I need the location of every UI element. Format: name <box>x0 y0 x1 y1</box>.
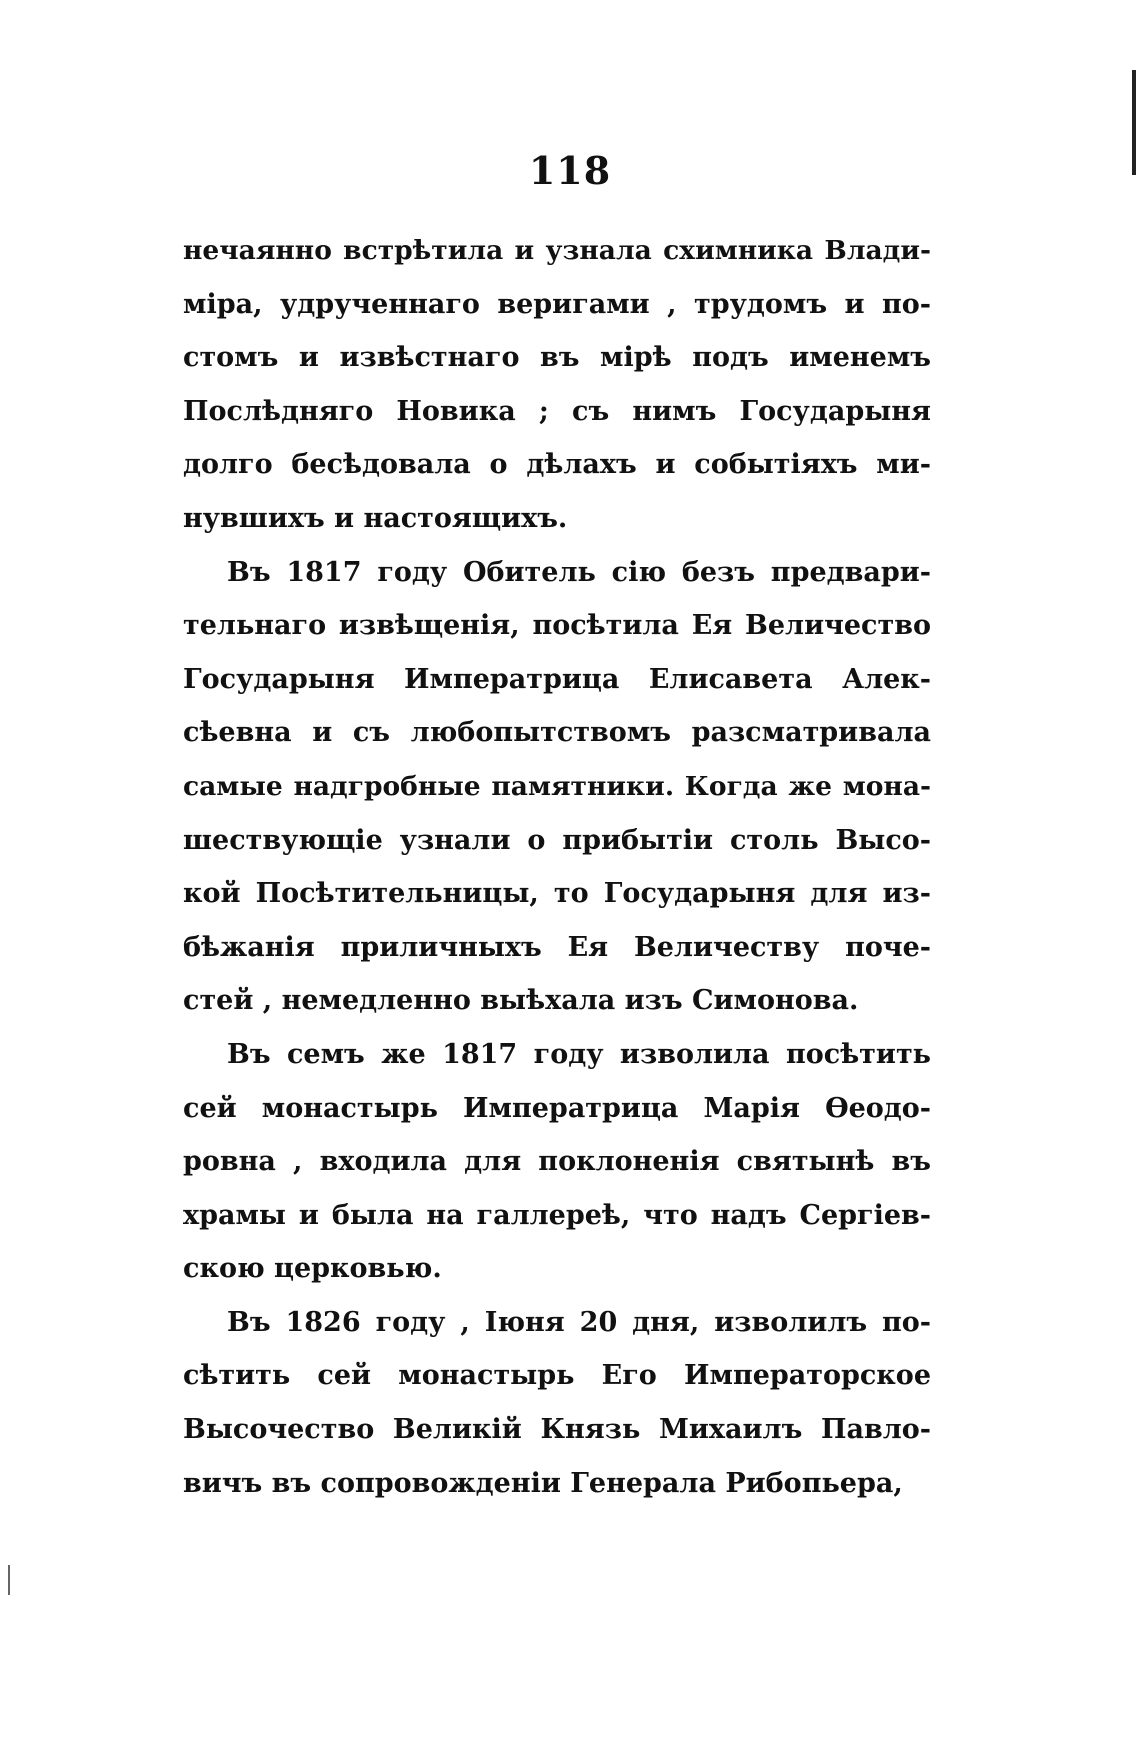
page-edge-mark-bottom <box>8 1565 10 1595</box>
text-line: скою церковью. <box>183 1253 442 1285</box>
text-line: сей монастырь Императрица Марія Ѳеодо- <box>183 1092 931 1124</box>
text-line: долго бесѣдовала о дѣлахъ и событіяхъ ми- <box>183 449 931 481</box>
text-line: міра, удрученнаго веригами , трудомъ и по- <box>183 288 931 320</box>
text-line: Высочество Великій Князь Михаилъ Павло- <box>183 1414 931 1446</box>
text-line: нечаянно встрѣтила и узнала схимника Влади- <box>183 235 931 266</box>
text-line: нувшихъ и настоящихъ. <box>183 502 568 534</box>
text-line: бѣжанія приличныхъ Ея Величеству поче- <box>183 931 931 963</box>
text-line: Въ семъ же 1817 году изволила посѣтить <box>227 1038 931 1070</box>
text-line: самые надгробные памятники. Когда же мона- <box>183 770 931 802</box>
text-line: сѣтить сей монастырь Его Императорское <box>183 1360 931 1392</box>
text-line: стомъ и извѣстнаго въ мірѣ подъ именемъ <box>183 342 931 374</box>
text-line: Въ 1817 году Обитель сію безъ предвари- <box>227 556 931 588</box>
text-line: храмы и была на галлереѣ, что надъ Сергіев- <box>183 1199 931 1231</box>
text-line: тельнаго извѣщенія, посѣтила Ея Величество <box>183 610 931 642</box>
text-line: Государыня Императрица Елисавета Алек- <box>183 663 931 695</box>
text-line: Въ 1826 году , Іюня 20 дня, изволилъ по- <box>227 1306 931 1338</box>
text-line: вичъ въ сопровожденіи Генерала Рибопьера, <box>183 1467 903 1499</box>
text-line: стей , немедленно выѣхала изъ Симонова. <box>183 985 859 1017</box>
text-line: шествующіе узнали о прибытіи столь Высо- <box>183 824 931 856</box>
text-line: кой Посѣтительницы, то Государыня для из- <box>183 878 931 910</box>
text-line: Послѣдняго Новика ; съ нимъ Государыня <box>183 395 931 427</box>
text-line: сѣевна и съ любопытствомъ разсматривала <box>183 717 931 749</box>
body-text <box>183 224 931 1510</box>
page-number: 118 <box>528 148 612 193</box>
text-line: ровна , входила для поклоненія святынѣ въ <box>183 1146 931 1178</box>
